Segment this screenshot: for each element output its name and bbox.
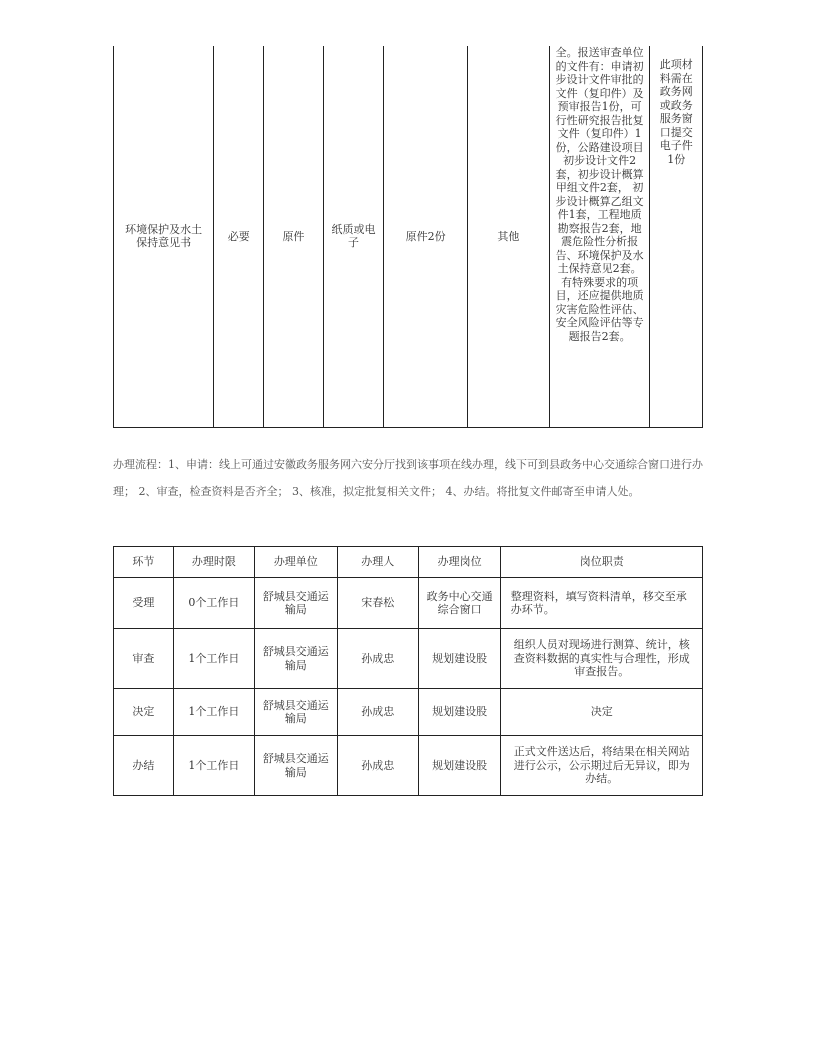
table-row	[114, 689, 703, 736]
post-cell: 规划建设股	[418, 689, 501, 736]
step-cell: 决定	[114, 689, 174, 736]
notes-cell: 全。报送审查单位的文件有：申请初步设计文件审批的文件（复印件）及预审报告1份，可行性研究报告批复文件（复印件）1份，公路建设项目初步设计文件2套，初步设计概算甲组文件2套， 初步设计概算乙组文件1套，工程地质勘察报告2套，地震危险性分析报告、环境保护及水土保持意见2套。有特殊要求的项目，还应提供地质灾害危险性评估、安全风险评估等专题报告2套。	[549, 46, 650, 427]
header-duties: 岗位职责	[501, 547, 703, 578]
unit-cell: 舒城县交通运输局	[255, 578, 338, 629]
medium-cell: 纸质或电子	[323, 46, 384, 427]
material-name-cell: 环境保护及水土保持意见书	[114, 46, 214, 427]
header-handler: 办理人	[337, 547, 418, 578]
source-cell: 其他	[468, 46, 550, 427]
form-cell: 原件	[264, 46, 324, 427]
header-time-limit: 办理时限	[173, 547, 254, 578]
handler-cell: 宋春松	[337, 578, 418, 629]
step-cell: 受理	[114, 578, 174, 629]
quantity-cell: 原件2份	[384, 46, 468, 427]
unit-cell: 舒城县交通运输局	[255, 689, 338, 736]
time-limit-cell: 0个工作日	[173, 578, 254, 629]
unit-cell: 舒城县交通运输局	[255, 629, 338, 689]
post-cell: 规划建设股	[418, 629, 501, 689]
time-limit-cell: 1个工作日	[173, 689, 254, 736]
time-limit-cell: 1个工作日	[173, 736, 254, 796]
table-header-row	[114, 547, 703, 578]
time-limit-cell: 1个工作日	[173, 629, 254, 689]
duties-cell: 整理资料，填写资料清单，移交至承办环节。	[501, 578, 703, 629]
procedure-text: 办理流程：1、申请：线上可通过安徽政务服务网六安分厅找到该事项在线办理，线下可到县政务中心交通综合窗口进行办理； 2、审查，检查资料是否齐全； 3、核准，拟定批复相关文件； 4、办结。将批复文件邮寄至申请人处。	[113, 458, 703, 498]
table-row	[114, 578, 703, 629]
workflow-table	[113, 546, 703, 796]
table-row	[114, 736, 703, 796]
unit-cell: 舒城县交通运输局	[255, 736, 338, 796]
step-cell: 办结	[114, 736, 174, 796]
header-post: 办理岗位	[418, 547, 501, 578]
table-row	[114, 629, 703, 689]
handler-cell: 孙成忠	[337, 736, 418, 796]
post-cell: 规划建设股	[418, 736, 501, 796]
required-cell: 必要	[214, 46, 264, 427]
duties-cell: 决定	[501, 689, 703, 736]
table-row	[114, 46, 703, 427]
post-cell: 政务中心交通综合窗口	[418, 578, 501, 629]
remark-cell: 此项材料需在政务网或政务服务窗口提交电子件1份	[650, 46, 703, 427]
header-step: 环节	[114, 547, 174, 578]
handler-cell: 孙成忠	[337, 629, 418, 689]
duties-cell: 正式文件送达后，将结果在相关网站进行公示，公示期过后无异议，即为办结。	[501, 736, 703, 796]
step-cell: 审查	[114, 629, 174, 689]
materials-table	[113, 46, 703, 428]
duties-cell: 组织人员对现场进行测算、统计，核查资料数据的真实性与合理性，形成审查报告。	[501, 629, 703, 689]
header-unit: 办理单位	[255, 547, 338, 578]
handler-cell: 孙成忠	[337, 689, 418, 736]
